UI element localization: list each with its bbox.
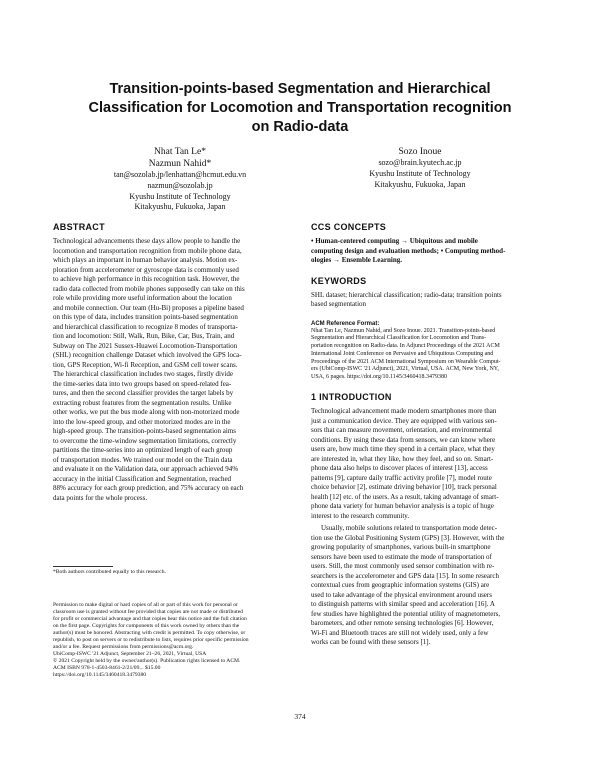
abstract-line: The hierarchical classification includes two stages, firstly divide <box>53 370 233 378</box>
left-column <box>53 222 289 503</box>
abstract-heading: ABSTRACT <box>53 222 105 232</box>
acm-reference-line: Proceedings of the 2021 ACM International Symposium on Wearable Comput- <box>311 358 501 365</box>
abstract-line: partitions the time-series into an optimized length of each group <box>53 446 233 454</box>
abstract-line: which plays an important in human behavior analysis. Motion ex- <box>53 256 238 264</box>
permission-line: https://doi.org/10.1145/3460418.3479380 <box>53 672 147 678</box>
introduction-line: contextual cues from geographic information systems (GIS) are <box>311 581 490 590</box>
abstract-line: on this type of data, includes transition points-based segmentation <box>53 313 238 321</box>
title-line: Transition-points-based Segmentation and Hierarchical <box>109 81 491 97</box>
introduction-line: choice behavior [2], estimate driving behavior [10], track personal <box>311 483 497 492</box>
footnote-divider <box>53 566 113 567</box>
abstract-line: role while providing more useful information about the location <box>53 294 232 302</box>
introduction-paragraph-2 <box>311 524 547 648</box>
keywords-line: SHL dataset; hierarchical classification; radio-data; transition points <box>311 290 502 299</box>
abstract-line: the time-series data into two groups based on speed-related fea- <box>53 379 232 388</box>
abstract-line: high-speed group. The transition-points-based segmentation aims <box>53 427 237 435</box>
author-name: Nazmun Nahid* <box>148 159 212 169</box>
author-email: tan@sozolab.jp/lenhattan@hcmut.edu.vn <box>113 170 247 179</box>
acm-reference-line: Segmentation and Hierarchical Classification for Locomotion and Trans- <box>311 335 487 342</box>
introduction-line: tion use the Global Positioning System (GPS) [3]. However, with the <box>311 533 505 542</box>
introduction-line: searchers is the accelerometer and GPS data [15]. In some research <box>311 571 499 580</box>
paper-title <box>60 80 540 137</box>
abstract-line: to overcome the time-window segmentation limitations, correctly <box>53 436 237 445</box>
introduction-line: growing popularity of smartphones, various built-in smartphone <box>311 543 491 552</box>
acm-reference-line: portation recognition on Radio-data. In Adjunct Proceedings of the 2021 ACM <box>311 343 500 350</box>
ccs-line: • Human-centered computing → Ubiquitous and mobile <box>311 237 478 245</box>
introduction-line: patterns [9], capture daily traffic activity profile [7], model route <box>311 473 492 482</box>
title-line: Classification for Locomotion and Transportation recognition <box>88 100 512 116</box>
introduction-line: Usually, mobile solutions related to transportation mode detec- <box>321 524 498 533</box>
author-block-right <box>300 146 540 190</box>
abstract-line: accuracy in the initial Classification and Segmentation, reached <box>53 474 232 483</box>
ccs-heading: CCS CONCEPTS <box>311 222 387 232</box>
introduction-paragraph-1 <box>311 407 547 521</box>
permission-line: and/or a fee. Request permissions from permissions@acm.org. <box>53 644 194 650</box>
ccs-line: ologies → Ensemble Learning. <box>311 256 403 264</box>
introduction-line: phone data also helps to discover places of interest [13], access <box>311 464 488 473</box>
permission-notice <box>53 602 289 679</box>
ccs-body <box>311 237 547 266</box>
introduction-line: used to take advantage of the physical environment around users <box>311 590 492 599</box>
permission-line: Permission to make digital or hard copies of all or part of this work for personal or <box>53 602 238 608</box>
acm-reference-line: Nhat Tan Le, Nazmun Nahid, and Sozo Inoue. 2021. Transition-points-based <box>311 327 496 334</box>
right-column <box>311 222 547 648</box>
introduction-heading: 1 INTRODUCTION <box>311 392 392 403</box>
introduction-line: are interested in, what they like, how they feel, and so on. Smart- <box>311 454 494 463</box>
abstract-line: tures, and then the second classifier provides the target labels by <box>53 389 234 397</box>
abstract-line: and mobile connection. Our team (Hu-Bi) proposes a pipeline based <box>53 303 244 312</box>
abstract-line: other works, we put the bus mode along with non-motorized mode <box>53 408 240 416</box>
permission-line: classroom use is granted without fee provided that copies are not made or distributed <box>53 609 243 615</box>
author-block-left <box>60 146 300 213</box>
introduction-line: users. Still, the most commonly used sensor combination with re- <box>311 562 495 571</box>
author-affiliation: Kyushu Institute of Technology <box>129 191 231 201</box>
author-name: Nhat Tan Le* <box>154 147 206 157</box>
abstract-line: extracting robust features from the segmentation results. Unlike <box>53 398 232 407</box>
introduction-line: health [12] etc. of the users. As a result, taking advantage of smart- <box>311 492 499 501</box>
acm-reference-body <box>311 328 547 383</box>
abstract-line: tion, GPS Reception, Wi-fi Reception, and GSM cell tower scans. <box>53 360 238 369</box>
introduction-line: barometers, and other remote sensing technologies [6]. However, <box>311 619 494 628</box>
abstract-line: and hierarchical classification to recognize 8 modes of transporta- <box>53 322 238 331</box>
abstract-line: radio data collected from mobile phones supposedly can take on this <box>53 284 245 293</box>
permission-line: author(s) must be honored. Abstracting with credit is permitted. To copy otherwise, or <box>53 630 246 636</box>
keywords-body <box>311 291 547 310</box>
author-location: Kitakyushu, Fukuoka, Japan <box>374 179 466 189</box>
abstract-line: Technological advancements these days allow people to handle the <box>53 237 241 245</box>
abstract-line: 88% accuracy for each group prediction, and 75% accuracy on each <box>53 484 244 492</box>
acm-reference-line: USA, 6 pages. https://doi.org/10.1145/3460418.3479380 <box>311 374 448 381</box>
abstract-line: and evaluate it on the Validation data, our approach achieved 94% <box>53 465 239 473</box>
page-number: 374 <box>294 712 306 721</box>
introduction-line: phone data variety for human behavior analysis is a topic of huge <box>311 502 494 511</box>
abstract-line: into the low-speed group, and other motorized modes are in the <box>53 417 231 426</box>
acm-reference-heading: ACM Reference Format: <box>311 320 380 327</box>
abstract-line: data points for the whole process. <box>53 493 148 502</box>
permission-line: UbiComp-ISWC '21 Adjunct, September 21–26, 2021, Virtual, USA <box>53 651 207 657</box>
introduction-line: conditions. By using these data from sensors, we can know where <box>311 435 496 444</box>
footnote: *Both authors contributed equally to this research. <box>53 569 166 575</box>
introduction-line: Wi-Fi and Bluetooth traces are still not widely used, only a few <box>311 628 489 637</box>
title-line: on Radio-data <box>251 119 349 135</box>
introduction-line: sors that can measure movement, orientation, and environmental <box>311 426 492 435</box>
introduction-line: users are, how much time they spend in a certain place, what they <box>311 445 495 454</box>
permission-line: © 2021 Copyright held by the owner/author(s). Publication rights licensed to ACM. <box>53 658 241 664</box>
abstract-line: tion and locomotion: Still, Walk, Run, Bike, Car, Bus, Train, and <box>53 332 235 340</box>
acm-reference-line: ers (UbiComp-ISWC '21 Adjunct), 2021, Virtual, USA. ACM, New York, NY, <box>311 366 499 373</box>
acm-reference-line: International Joint Conference on Pervasive and Ubiquitous Computing and <box>311 350 494 357</box>
ccs-line: computing design and evaluation methods; • Computing method- <box>311 246 506 255</box>
abstract-line: to achieve high performance in this recognition task. However, the <box>53 275 240 283</box>
permission-line: on the first page. Copyrights for components of this work owned by others than the <box>53 623 240 629</box>
introduction-line: works can be found with these sensors [1]. <box>311 638 431 647</box>
introduction-line: sensors have been used to estimate the mode of transportation of <box>311 552 492 561</box>
author-email: sozo@brain.kyutech.ac.jp <box>378 158 462 167</box>
introduction-line: interest to the research community. <box>311 511 410 520</box>
author-name: Sozo Inoue <box>398 147 442 157</box>
permission-line: for profit or commercial advantage and that copies bear this notice and the full citation <box>53 616 247 622</box>
permission-line: ACM ISBN 978-1-4503-8461-2/21/09... $15.00 <box>53 665 161 671</box>
abstract-line: locomotion and transportation recognition from mobile phone data, <box>53 246 242 255</box>
abstract-line: ploration from accelerometer or gyroscope data is commonly used <box>53 265 239 274</box>
introduction-line: few studies have highlighted the potential utility of magnetometers, <box>311 609 501 618</box>
introduction-line: to distinguish patterns with similar speed and acceleration [16]. A <box>311 600 495 609</box>
introduction-line: just a communication device. They are equipped with various sen- <box>311 416 497 425</box>
introduction-line: Technological advancement made modern smartphones more than <box>311 407 497 416</box>
abstract-line: (SHL) recognition challenge Dataset which involved the GPS loca- <box>53 351 242 359</box>
abstract-line: Subway on The 2021 Sussex-Huawei Locomotion-Transportation <box>53 341 238 350</box>
abstract-body <box>53 237 289 503</box>
author-email: nazmun@sozolab.jp <box>147 180 213 190</box>
abstract-line: of transportation modes. We trained our model on the Train data <box>53 455 233 464</box>
keywords-heading: KEYWORDS <box>311 275 367 286</box>
author-location: Kitakyushu, Fukuoka, Japan <box>134 202 226 212</box>
author-affiliation: Kyushu Institute of Technology <box>369 168 471 178</box>
keywords-line: based segmentation <box>311 300 367 308</box>
permission-line: republish, to post on servers or to redistribute to lists, requires prior specific permission <box>53 637 249 643</box>
